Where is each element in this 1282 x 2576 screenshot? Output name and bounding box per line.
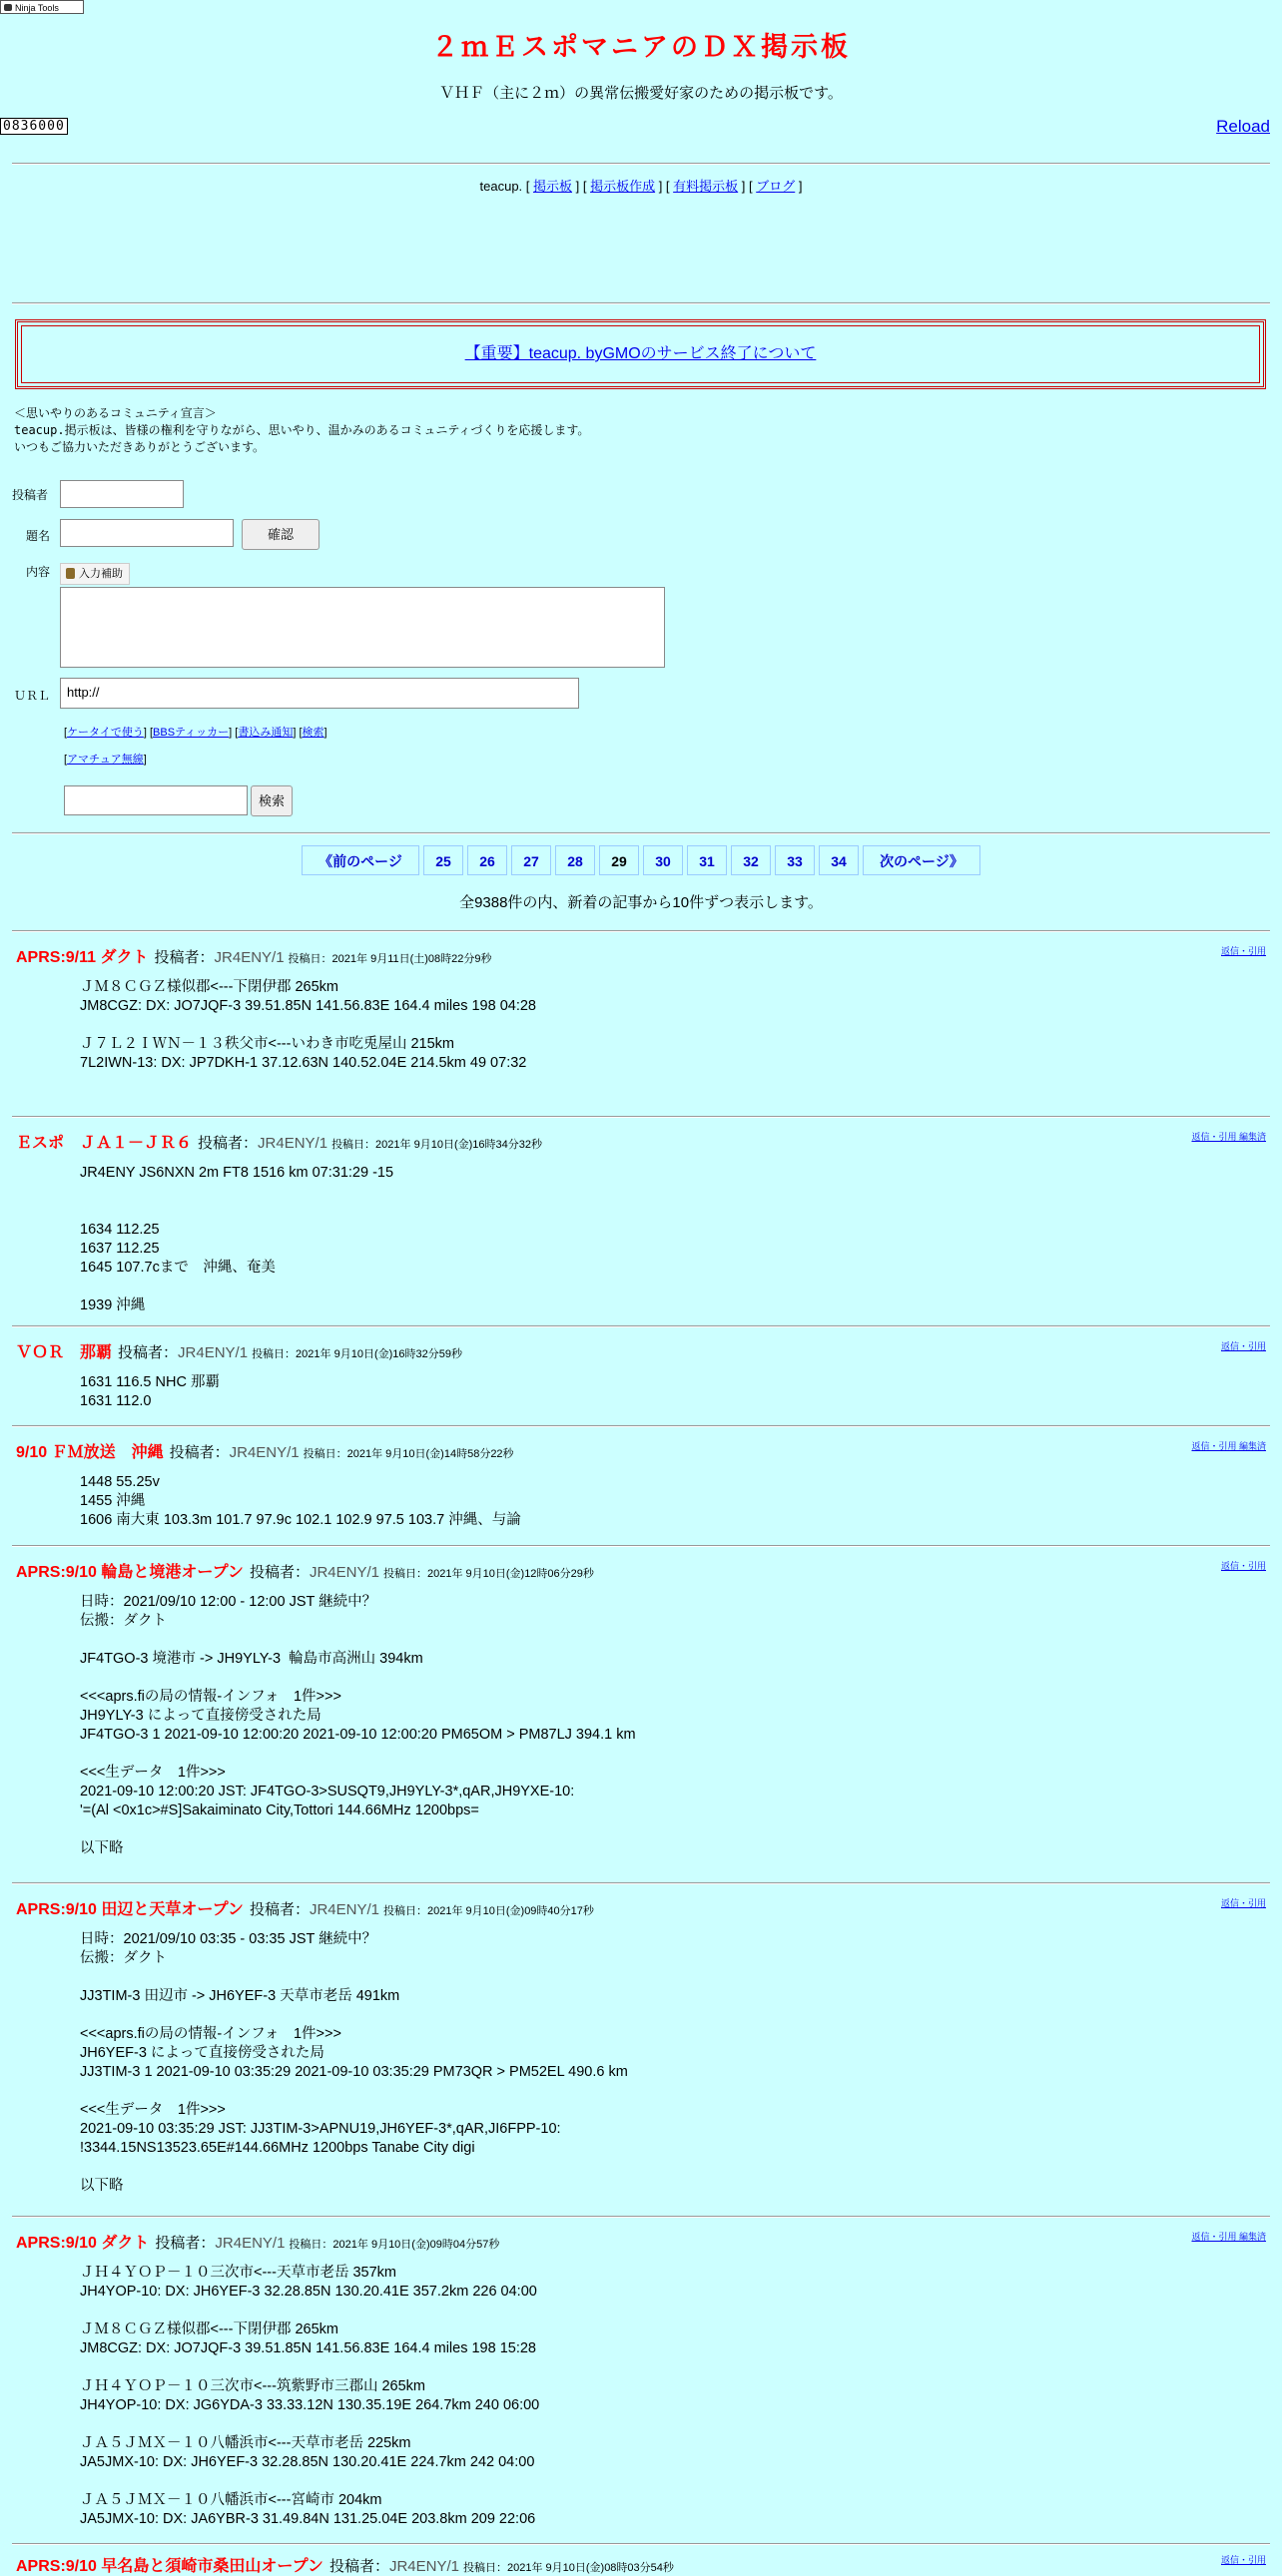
post-date: 投稿日：2021年 9月10日(金)16時32分59秒 [252,1348,462,1360]
reload-link[interactable]: Reload [1216,117,1270,136]
post-header: Ｅスポ ＪＡ１－ＪＲ６ 投稿者：JR4ENY/1 投稿日：2021年 9月10日(金)16時34分32秒 [16,1135,542,1152]
total-count: 全9388件の内、新着の記事から10件ずつ表示します。 [459,894,823,911]
post-author: JR4ENY/1 [229,1444,300,1461]
page-26[interactable]: 26 [467,845,507,875]
content-textarea[interactable] [60,587,665,668]
post-reply-link[interactable]: 返信・引用 編集済 [1191,1441,1266,1451]
service-end-notice [15,319,1266,389]
post [0,1325,1282,1425]
post-date: 投稿日：2021年 9月10日(金)12時06分29秒 [382,1568,594,1580]
post-header: APRS:9/11 ダクト 投稿者：JR4ENY/1 投稿日：2021年 9月11日(土)08時22分9秒 [16,949,492,966]
post-author: JR4ENY/1 [178,1344,249,1361]
subject-label: 題名 [26,529,51,543]
divider [12,302,1270,304]
page-30[interactable]: 30 [643,845,683,875]
post-body: 1631 116.5 NHC 那覇 1631 112.0 [80,1374,220,1409]
post-author: JR4ENY/1 [388,2558,459,2575]
search-input[interactable] [64,785,248,815]
content-label: 内容 [26,565,51,579]
nav-link-blog[interactable]: ブログ [756,179,796,194]
post [0,1882,1282,2216]
post-reply-link[interactable]: 返信・引用 [1220,1341,1266,1351]
post-header: 9/10 ＦＭ放送 沖縄 投稿者：JR4ENY/1 投稿日：2021年 9月10日(金)14時58分22秒 [16,1444,514,1461]
bbs-ticker-link[interactable]: BBSティッカー [153,727,230,739]
post-title: APRS:9/10 早名島と須崎市桑田山オープン [16,2558,323,2575]
divider [12,832,1270,834]
nav-link-paid-board[interactable]: 有料掲示板 [673,179,739,194]
post-date: 投稿日：2021年 9月10日(金)08時03分54秒 [462,2562,674,2574]
post-reply-link[interactable]: 返信・引用 [1220,946,1266,956]
post-reply-link[interactable]: 返信・引用 編集済 [1191,1132,1266,1142]
page-32[interactable]: 32 [731,845,771,875]
page-25[interactable]: 25 [423,845,463,875]
form-links-2: [アマチュア無線] [64,754,147,766]
post-header: APRS:9/10 田辺と天草オープン 投稿者：JR4ENY/1 投稿日：2021年 9月10日(金)09時40分17秒 [16,1901,594,1918]
post-date: 投稿日：2021年 9月10日(金)09時40分17秒 [382,1905,594,1917]
post [0,1545,1282,1882]
post-body: ＪＨ４ＹＯＰ－１０三次市<---天草市老岳 357km JH4YOP-10: DX: JH6YEF-3 32.28.85N 130.20.41E 357.2km 226 04:00 ＪＭ８ＣＧＺ様似郡<---下閉伊郡 265km JM8CGZ: DX: JO7JQF-3 39.51.85N 141.56.83E 164.4 miles 198 15:28 ＪＨ４ＹＯＰ－１０三次市<---筑紫野市三郡山 265km JH4YOP-10: DX: JG6YDA-3 33.33.12N 130.35.19E 264.7km 240 06:00 ＪＡ５ＪＭＸ－１０八幡浜市<---天草市老岳 225km JA5JMX-10: DX: JH6YEF-3 32.28.85N 130.20.41E 224.7km 242 04:00 ＪＡ５ＪＭＸ－１０八幡浜市<---宮崎市 204km JA5JMX-10: DX: JA6YBR-3 31.49.84N 131.25.04E 203.8km 209 22:06 [80,2265,540,2527]
pagination [302,845,980,875]
post-header: APRS:9/10 ダクト 投稿者：JR4ENY/1 投稿日：2021年 9月10日(金)09時04分57秒 [16,2235,500,2252]
divider [12,1545,1270,1547]
post-title: APRS:9/10 田辺と天草オープン [16,1901,244,1918]
prev-page-button[interactable]: 《前のページ [302,845,419,875]
divider [12,1325,1270,1327]
divider [12,930,1270,932]
post-body: 1448 55.25v 1455 沖縄 1606 南大東 103.3m 101.7 97.9c 102.1 102.9 97.5 103.7 沖縄、与論 [80,1474,521,1528]
post [0,2543,1282,2575]
page-31[interactable]: 31 [687,845,727,875]
post-author: JR4ENY/1 [309,1901,379,1918]
post-author: JR4ENY/1 [258,1135,328,1152]
post-title: 9/10 ＦＭ放送 沖縄 [16,1444,164,1461]
page-27[interactable]: 27 [511,845,551,875]
ninja-tools-badge[interactable]: Ninja Tools [0,0,84,14]
next-page-button[interactable]: 次のページ》 [863,845,980,875]
post-reply-link[interactable]: 返信・引用 編集済 [1191,2232,1266,2242]
service-end-link[interactable]: 【重要】teacup. byGMOのサービス終了について [464,345,817,362]
community-declaration: ＜思いやりのあるコミュニティ宣言＞ teacup.掲示板は、皆様の権利を守りながら、思いやり、温かみのあるコミュニティづくりを応援します。 いつもご協力いただきありがとうございます。 [14,406,590,454]
search-button[interactable]: 検索 [251,785,293,816]
search-link[interactable]: 検索 [302,727,324,739]
post-body: ＪＭ８ＣＧＺ様似郡<---下閉伊郡 265km JM8CGZ: DX: JO7JQF-3 39.51.85N 141.56.83E 164.4 miles 198 04:28 Ｊ７Ｌ２ＩＷＮ－１３秩父市<---いわき市吃兎屋山 215km 7L2IWN-13: DX: JP7DKH-1 37.12.63N 140.52.04E 214.5km 49 07:32 [80,979,536,1071]
post-header: APRS:9/10 輪島と境港オープン 投稿者：JR4ENY/1 投稿日：2021年 9月10日(金)12時06分29秒 [16,1564,594,1581]
post-body: 日時：2021/09/10 12:00 - 12:00 JST 継続中？ 伝搬：ダクト JF4TGO-3 境港市 -> JH9YLY-3 輪島市高洲山 394km <<<aprs.fiの局の情報-インフォ 1件>>> JH9YLY-3 によって直接傍受された局 JF4TGO-3 1 2021-09-10 12:00:20 2021-09-10 12:00:20 PM65OM > PM87LJ 394.1 km <<<生データ 1件>>> 2021-09-10 12:00:20 JST: JF4TGO-3>SUSQT9,JH9YLY-3*,qAR,JH9YXE-10: '=(Al <0x1c>#S]Sakaiminato City,Tottori 144.66MHz 1200bps= 以下略 [80,1594,636,1856]
form-links: [ケータイで使う] [BBSティッカー] [書込み通知] [検索] [64,727,327,739]
post-author: JR4ENY/1 [214,949,285,966]
confirm-button[interactable]: 確認 [242,519,320,550]
board-subtitle: ＶＨＦ（主に２ｍ）の異常伝搬愛好家のための掲示板です。 [439,85,843,102]
url-input[interactable]: http:// [60,678,579,709]
author-label: 投稿者 [12,488,49,502]
post-title: APRS:9/11 ダクト [16,949,149,966]
mobile-link[interactable]: ケータイで使う [67,727,144,739]
author-input[interactable] [60,480,184,508]
post-title: APRS:9/10 ダクト [16,2235,150,2252]
subject-input[interactable] [60,519,234,547]
page-29-current: 29 [599,845,639,875]
post-reply-link[interactable]: 返信・引用 [1220,2555,1266,2565]
post-date: 投稿日：2021年 9月10日(金)14時58分22秒 [303,1448,514,1460]
post-header: APRS:9/10 早名島と須崎市桑田山オープン 投稿者：JR4ENY/1 投稿日：2021年 9月10日(金)08時03分54秒 [16,2558,674,2575]
post [0,1116,1282,1325]
page-28[interactable]: 28 [555,845,595,875]
post-date: 投稿日：2021年 9月11日(土)08時22分9秒 [288,953,492,965]
divider [12,1116,1270,1118]
post-header: ＶＯＲ 那覇 投稿者：JR4ENY/1 投稿日：2021年 9月10日(金)16時32分59秒 [16,1344,462,1361]
url-label: ＵＲＬ [14,689,51,703]
post-author: JR4ENY/1 [309,1564,379,1581]
post [0,930,1282,1116]
divider [12,1882,1270,1884]
page-33[interactable]: 33 [775,845,815,875]
post-body: 日時：2021/09/10 03:35 - 03:35 JST 継続中？ 伝搬：ダクト JJ3TIM-3 田辺市 -> JH6YEF-3 天草市老岳 491km <<<aprs.fiの局の情報-インフォ 1件>>> JH6YEF-3 によって直接傍受された局 JJ3TIM-3 1 2021-09-10 03:35:29 2021-09-10 03:35:29 PM73QR > PM52EL 490.6 km <<<生データ 1件>>> 2021-09-10 03:35:29 JST: JJ3TIM-3>APNU19,JH6YEF-3*,qAR,JI6FPP-10: !3344.15NS13523.65E#144.66MHz 1200bps Tanabe City digi 以下略 [80,1931,628,2194]
input-assist-button[interactable]: 入力補助 [60,563,130,585]
post [0,2216,1282,2545]
post-body: JR4ENY JS6NXN 2m FT8 1516 km 07:31:29 -15 1634 112.25 1637 112.25 1645 107.7cまで 沖縄、奄美 1939 沖縄 [80,1165,394,1313]
divider [12,2543,1270,2545]
board-title: ２ｍＥスポマニアのＤＸ掲示板 [431,32,851,62]
teacup-nav: teacup. [ 掲示板 ] [ 掲示板作成 ] [ 有料掲示板 ] [ ブログ ] [479,179,803,194]
divider [12,1425,1270,1427]
post-title: Ｅスポ ＪＡ１－ＪＲ６ [16,1135,193,1152]
post-date: 投稿日：2021年 9月10日(金)16時34分32秒 [331,1139,542,1151]
post-notify-link[interactable]: 書込み通知 [238,727,294,739]
post-date: 投稿日：2021年 9月10日(金)09時04分57秒 [289,2239,500,2251]
post-reply-link[interactable]: 返信・引用 [1220,1898,1266,1908]
nav-link-create-board[interactable]: 掲示板作成 [590,179,656,194]
post-reply-link[interactable]: 返信・引用 [1220,1561,1266,1571]
post-title: APRS:9/10 輪島と境港オープン [16,1564,244,1581]
post-title: ＶＯＲ 那覇 [16,1344,113,1361]
divider [12,2216,1270,2218]
post [0,1425,1282,1545]
page-34[interactable]: 34 [819,845,859,875]
post-author: JR4ENY/1 [215,2235,286,2252]
access-counter: 0836000 [0,118,68,135]
nav-link-board[interactable]: 掲示板 [533,179,573,194]
amateur-radio-link[interactable]: アマチュア無線 [67,754,144,766]
divider [12,163,1270,165]
